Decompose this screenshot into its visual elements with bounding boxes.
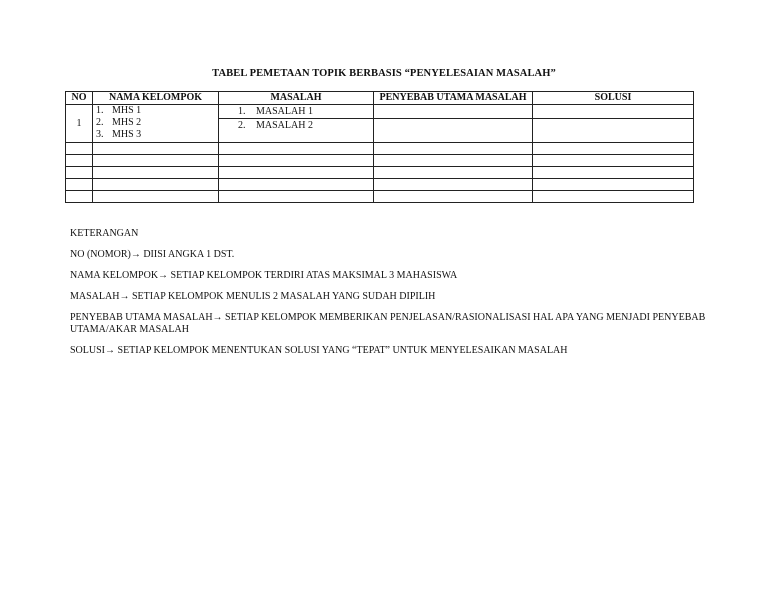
table-row-empty bbox=[66, 155, 694, 167]
member-item: 1. MHS 1 bbox=[96, 105, 142, 116]
note-line: PENYEBAB UTAMA MASALAH→ SETIAP KELOMPOK MEMBERIKAN PENJELASAN/RASIONALISASI HAL APA YANG MENJADI PENYEBAB UTAMA/AKAR MASALAH bbox=[70, 312, 706, 335]
table-row bbox=[66, 105, 694, 119]
solution-cell bbox=[533, 105, 694, 119]
mapping-table bbox=[65, 91, 694, 203]
problem-item: 2. MASALAH 2 bbox=[219, 119, 374, 143]
problem-item: 1. MASALAH 1 bbox=[219, 105, 374, 119]
header-penyebab: PENYEBAB UTAMA MASALAH bbox=[374, 92, 533, 105]
member-item: 2. MHS 2 bbox=[96, 117, 142, 128]
cause-cell bbox=[374, 119, 533, 143]
cause-cell bbox=[374, 105, 533, 119]
table-row-empty bbox=[66, 179, 694, 191]
group-members-cell bbox=[93, 105, 219, 143]
table-row-empty bbox=[66, 191, 694, 203]
note-line: NO (NOMOR)→ DIISI ANGKA 1 DST. bbox=[70, 249, 235, 260]
header-no: NO bbox=[66, 92, 93, 105]
header-nama-kelompok: NAMA KELOMPOK bbox=[93, 92, 219, 105]
header-masalah: MASALAH bbox=[219, 92, 374, 105]
header-solusi: SOLUSI bbox=[533, 92, 694, 105]
notes-heading: KETERANGAN bbox=[70, 228, 139, 239]
notes-section bbox=[70, 228, 710, 366]
member-item: 3. MHS 3 bbox=[96, 129, 142, 140]
table-row-empty bbox=[66, 143, 694, 155]
row-number: 1 bbox=[66, 105, 93, 143]
note-line: MASALAH→ SETIAP KELOMPOK MENULIS 2 MASALAH YANG SUDAH DIPILIH bbox=[70, 291, 436, 302]
note-line: NAMA KELOMPOK→ SETIAP KELOMPOK TERDIRI ATAS MAKSIMAL 3 MAHASISWA bbox=[70, 270, 458, 281]
table-header-row bbox=[66, 92, 694, 105]
solution-cell bbox=[533, 119, 694, 143]
document-title: TABEL PEMETAAN TOPIK BERBASIS “PENYELESAIAN MASALAH” bbox=[212, 68, 556, 79]
note-line: SOLUSI→ SETIAP KELOMPOK MENENTUKAN SOLUSI YANG “TEPAT” UNTUK MENYELESAIKAN MASALAH bbox=[70, 345, 568, 356]
table-row-empty bbox=[66, 167, 694, 179]
